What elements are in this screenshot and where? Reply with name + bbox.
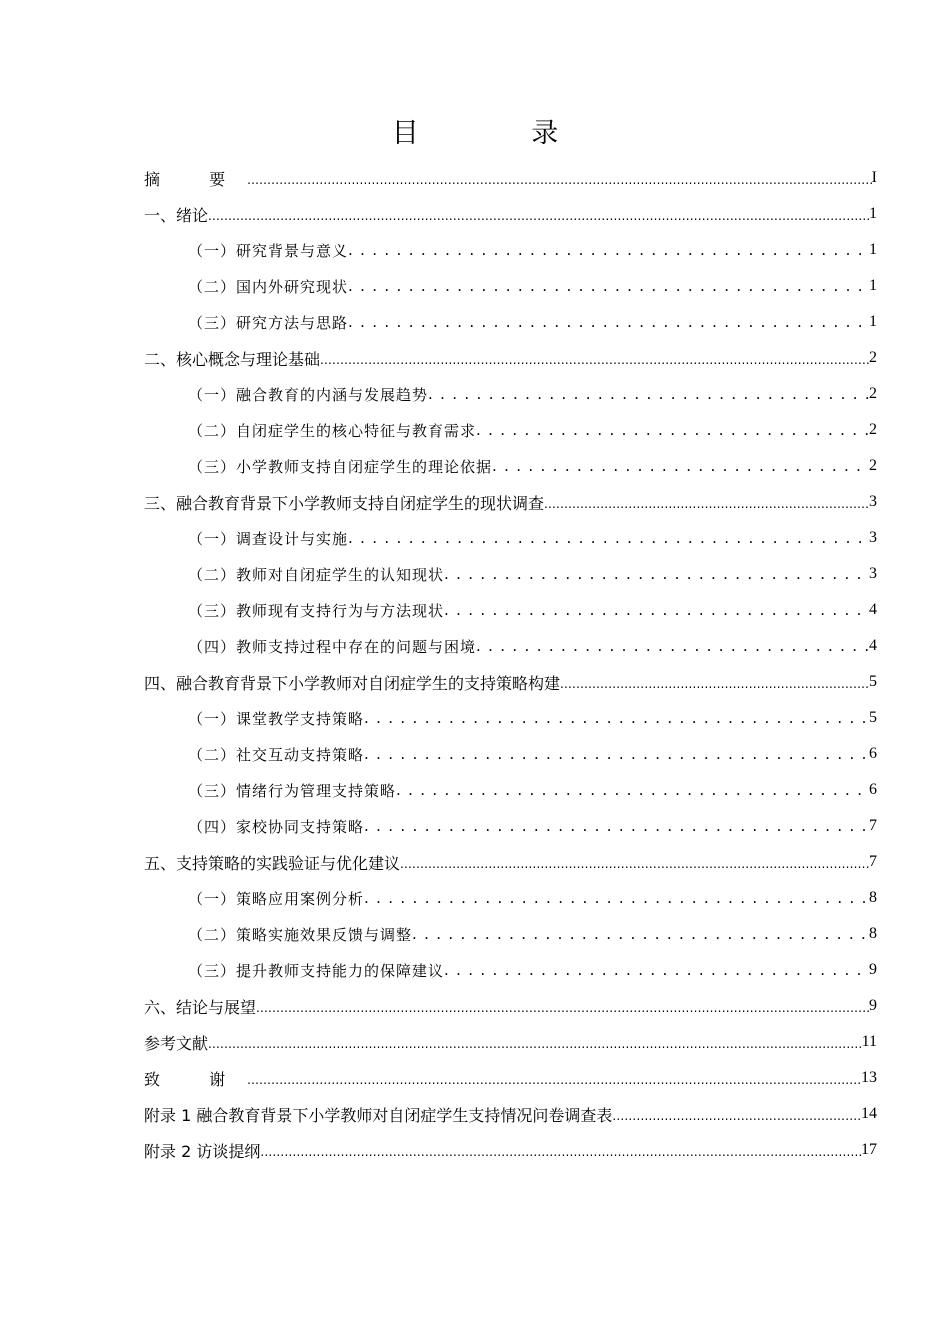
toc-dot-leader	[364, 816, 869, 836]
toc-entry-section	[144, 232, 877, 268]
toc-entry-label: 致 谢	[144, 1069, 248, 1089]
toc-dot-leader	[476, 636, 869, 656]
toc-entry-page-number: 5	[869, 709, 877, 726]
toc-dot-leader	[348, 240, 869, 260]
toc-entry-section	[144, 268, 877, 304]
toc-dot-leader	[256, 996, 869, 1016]
toc-entry-section	[144, 880, 877, 916]
toc-entry-page-number: I	[871, 169, 877, 186]
toc-entry-page-number: 5	[869, 673, 877, 690]
toc-dot-leader	[247, 168, 872, 188]
toc-entry-label: （三）情绪行为管理支持策略	[188, 781, 397, 800]
toc-dot-leader	[444, 564, 869, 584]
toc-entry-page-number: 1	[869, 241, 877, 258]
toc-entry-label: （一）策略应用案例分析	[188, 889, 365, 908]
toc-entry-chapter	[144, 1060, 877, 1096]
toc-entry-label: （一）融合教育的内涵与发展趋势	[188, 385, 429, 404]
toc-entry-page-number: 3	[869, 565, 877, 582]
toc-entry-page-number: 1	[869, 277, 877, 294]
toc-entry-chapter	[144, 196, 877, 232]
toc-dot-leader	[476, 420, 869, 440]
toc-entry-section	[144, 304, 877, 340]
toc-entry-section	[144, 520, 877, 556]
toc-entry-page-number: 8	[869, 889, 877, 906]
toc-entry-page-number: 11	[861, 1033, 877, 1050]
toc-entry-label: （二）策略实施效果反馈与调整	[188, 925, 413, 944]
toc-dot-leader	[560, 672, 869, 692]
toc-entry-label: 摘 要	[144, 169, 248, 189]
toc-dot-leader	[348, 528, 869, 548]
toc-entry-page-number: 2	[869, 349, 877, 366]
toc-entry-label: 六、结论与展望	[144, 997, 257, 1017]
toc-entry-label: （三）教师现有支持行为与方法现状	[188, 601, 445, 620]
toc-entry-label: （一）研究背景与意义	[188, 241, 349, 260]
toc-entry-chapter	[144, 988, 877, 1024]
toc-entry-chapter	[144, 340, 877, 376]
toc-entry-label: 附录 1 融合教育背景下小学教师对自闭症学生支持情况问卷调查表	[144, 1105, 613, 1125]
toc-entry-chapter	[144, 1132, 877, 1168]
toc-dot-leader	[492, 456, 869, 476]
toc-dot-leader	[208, 204, 869, 224]
toc-dot-leader	[444, 600, 869, 620]
toc-entry-chapter	[144, 1096, 877, 1132]
toc-dot-leader	[612, 1104, 861, 1124]
toc-entry-section	[144, 412, 877, 448]
toc-entry-section	[144, 808, 877, 844]
toc-entry-page-number: 2	[869, 385, 877, 402]
toc-dot-leader	[208, 1032, 862, 1052]
toc-entry-page-number: 13	[861, 1069, 877, 1086]
toc-entry-label: （三）研究方法与思路	[188, 313, 349, 332]
toc-entry-label: （三）小学教师支持自闭症学生的理论依据	[188, 457, 493, 476]
toc-entry-page-number: 2	[869, 421, 877, 438]
toc-dot-leader	[364, 708, 869, 728]
toc-dot-leader	[428, 384, 869, 404]
toc-entry-chapter	[144, 160, 877, 196]
toc-dot-leader	[348, 276, 869, 296]
toc-entry-page-number: 14	[861, 1105, 877, 1122]
toc-entry-page-number: 3	[869, 493, 877, 510]
toc-dot-leader	[444, 960, 869, 980]
toc-dot-leader	[396, 780, 869, 800]
toc-entry-page-number: 2	[869, 457, 877, 474]
toc-entry-label: （二）自闭症学生的核心特征与教育需求	[188, 421, 477, 440]
toc-entry-label: （三）提升教师支持能力的保障建议	[188, 961, 445, 980]
toc-entry-page-number: 1	[869, 313, 877, 330]
toc-entry-page-number: 9	[869, 961, 877, 978]
toc-entry-label: （二）国内外研究现状	[188, 277, 349, 296]
toc-entry-page-number: 7	[869, 817, 877, 834]
toc-entry-page-number: 8	[869, 925, 877, 942]
toc-dot-leader	[544, 492, 869, 512]
toc-entry-section	[144, 376, 877, 412]
toc-entry-page-number: 4	[869, 601, 877, 618]
toc-entry-chapter	[144, 844, 877, 880]
toc-entry-label: （四）教师支持过程中存在的问题与困境	[188, 637, 477, 656]
toc-entry-section	[144, 628, 877, 664]
toc-entry-section	[144, 736, 877, 772]
toc-entry-page-number: 6	[869, 745, 877, 762]
toc-dot-leader	[364, 888, 869, 908]
toc-entry-section	[144, 772, 877, 808]
toc-entry-label: 五、支持策略的实践验证与优化建议	[144, 853, 401, 873]
toc-entry-page-number: 17	[861, 1141, 877, 1158]
toc-entry-label: 四、融合教育背景下小学教师对自闭症学生的支持策略构建	[144, 673, 561, 693]
toc-dot-leader	[247, 1068, 861, 1088]
toc-entry-label: （四）家校协同支持策略	[188, 817, 365, 836]
toc-dot-leader	[320, 348, 869, 368]
toc-entry-label: （一）调查设计与实施	[188, 529, 349, 548]
toc-entry-page-number: 4	[869, 637, 877, 654]
toc-entry-chapter	[144, 1024, 877, 1060]
toc-entry-label: （二）社交互动支持策略	[188, 745, 365, 764]
toc-entry-label: （二）教师对自闭症学生的认知现状	[188, 565, 445, 584]
toc-entry-section	[144, 448, 877, 484]
toc-title: 目 录	[391, 118, 611, 149]
toc-dot-leader	[364, 744, 869, 764]
toc-entry-label: 参考文献	[144, 1033, 209, 1053]
toc-entry-label: 二、核心概念与理论基础	[144, 349, 321, 369]
toc-entry-section	[144, 952, 877, 988]
toc-entry-chapter	[144, 484, 877, 520]
toc-entry-chapter	[144, 664, 877, 700]
toc-entry-section	[144, 556, 877, 592]
toc-dot-leader	[348, 312, 869, 332]
toc-entry-section	[144, 592, 877, 628]
toc-dot-leader	[412, 924, 869, 944]
toc-dot-leader	[260, 1140, 861, 1160]
toc-entry-label: （一）课堂教学支持策略	[188, 709, 365, 728]
toc-entry-page-number: 9	[869, 997, 877, 1014]
toc-entry-page-number: 7	[869, 853, 877, 870]
toc-entry-section	[144, 700, 877, 736]
toc-entry-label: 附录 2 访谈提纲	[144, 1141, 261, 1161]
toc-entry-label: 三、融合教育背景下小学教师支持自闭症学生的现状调查	[144, 493, 545, 513]
table-of-contents	[144, 160, 877, 1168]
toc-entry-page-number: 6	[869, 781, 877, 798]
toc-entry-page-number: 1	[869, 205, 877, 222]
toc-entry-section	[144, 916, 877, 952]
toc-entry-label: 一、绪论	[144, 205, 209, 225]
toc-entry-page-number: 3	[869, 529, 877, 546]
toc-dot-leader	[400, 852, 869, 872]
